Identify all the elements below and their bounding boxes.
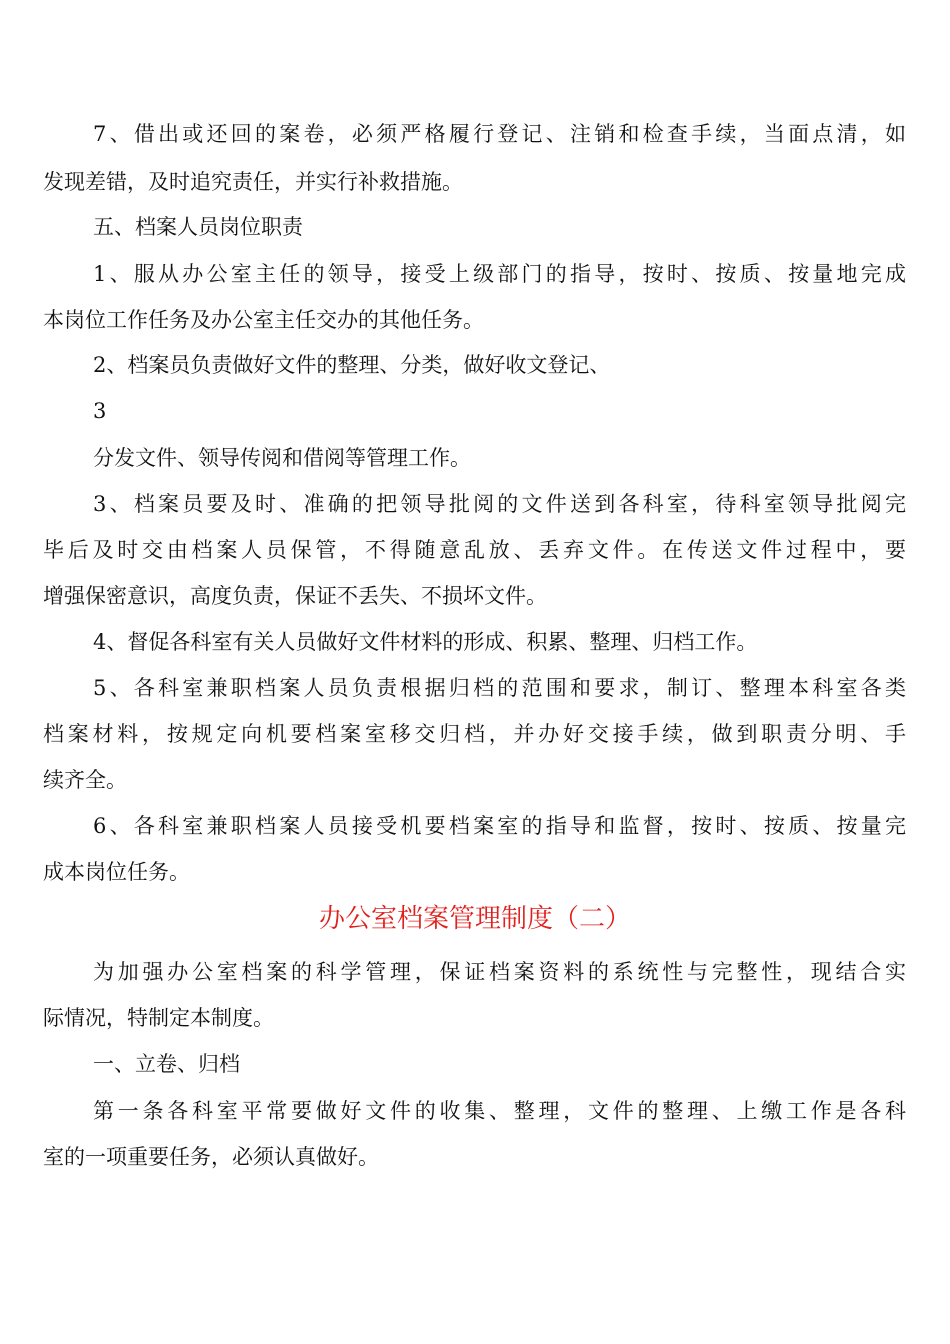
paragraph-line: 续齐全。 (43, 768, 127, 792)
paragraph-line: 1、服从办公室主任的领导，接受上级部门的指导，按时、按质、按量地完成 (93, 262, 906, 286)
paragraph-line: 际情况，特制定本制度。 (43, 1006, 274, 1030)
paragraph-line: 第一条各科室平常要做好文件的收集、整理，文件的整理、上缴工作是各科 (93, 1099, 906, 1123)
paragraph-line: 分发文件、领导传阅和借阅等管理工作。 (93, 446, 471, 470)
paragraph-line: 本岗位工作任务及办公室主任交办的其他任务。 (43, 308, 484, 332)
paragraph-line: 7、借出或还回的案卷，必须严格履行登记、注销和检查手续，当面点清，如 (93, 122, 906, 146)
paragraph-line: 为加强办公室档案的科学管理，保证档案资料的系统性与完整性，现结合实 (93, 960, 906, 984)
paragraph-line: 5、各科室兼职档案人员负责根据归档的范围和要求，制订、整理本科室各类 (93, 676, 906, 700)
section-heading: 五、档案人员岗位职责 (93, 215, 303, 239)
paragraph-line: 4、督促各科室有关人员做好文件材料的形成、积累、整理、归档工作。 (93, 630, 758, 654)
paragraph-line: 3、档案员要及时、准确的把领导批阅的文件送到各科室，待科室领导批阅完 (93, 492, 906, 516)
section-heading: 一、立卷、归档 (93, 1052, 240, 1076)
paragraph-line: 成本岗位任务。 (43, 860, 190, 884)
section-title: 办公室档案管理制度（二） (318, 904, 631, 934)
paragraph-line: 发现差错，及时追究责任，并实行补救措施。 (43, 170, 463, 194)
paragraph-line: 2、档案员负责做好文件的整理、分类，做好收文登记、 (93, 353, 611, 377)
paragraph-line: 档案材料，按规定向机要档案室移交归档，并办好交接手续，做到职责分明、手 (43, 722, 906, 746)
paragraph-line: 增强保密意识，高度负责，保证不丢失、不损坏文件。 (43, 584, 547, 608)
page-number: 3 (93, 399, 107, 423)
paragraph-line: 6、各科室兼职档案人员接受机要档案室的指导和监督，按时、按质、按量完 (93, 814, 906, 838)
paragraph-line: 室的一项重要任务，必须认真做好。 (43, 1145, 379, 1169)
paragraph-line: 毕后及时交由档案人员保管，不得随意乱放、丢弃文件。在传送文件过程中，要 (43, 538, 906, 562)
